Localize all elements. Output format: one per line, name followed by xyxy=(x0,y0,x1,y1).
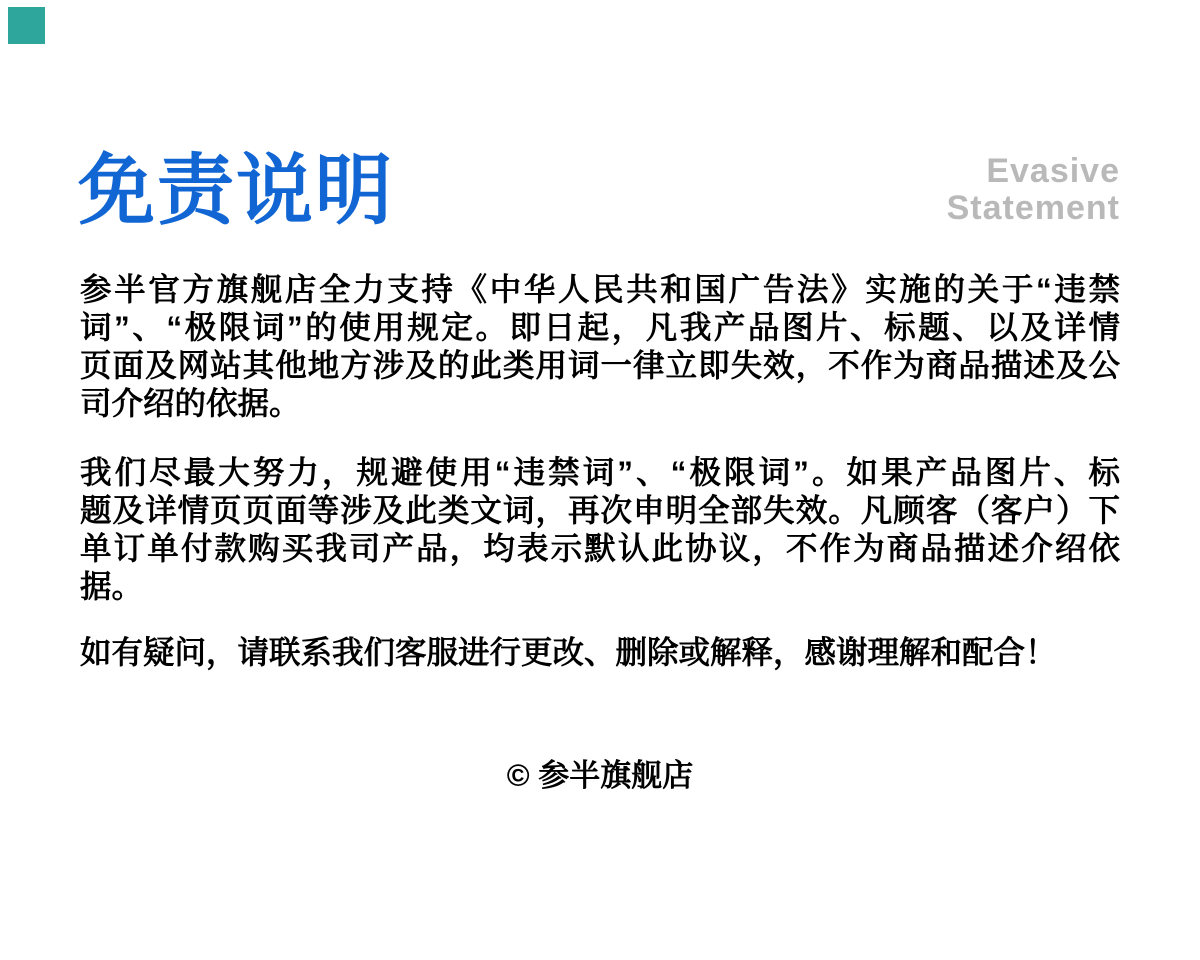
paragraph-line: 司介绍的依据。 xyxy=(80,385,301,421)
copyright-notice: © 参半旗舰店 xyxy=(506,758,694,793)
paragraph-line: 参半官方旗舰店全力支持《中华人民共和国广告法》实施的关于“违禁 xyxy=(80,271,1120,307)
paragraph-line: 词”、“极限词”的使用规定。即日起，凡我产品图片、标题、以及详情 xyxy=(80,309,1120,345)
paragraph-line: 页面及网站其他地方涉及的此类用词一律立即失效，不作为商品描述及公 xyxy=(80,347,1120,383)
paragraph-line: 我们尽最大努力，规避使用“违禁词”、“极限词”。如果产品图片、标 xyxy=(80,454,1120,490)
disclaimer-paragraph-3 xyxy=(80,633,1120,671)
subtitle-line-1: Evasive xyxy=(986,152,1120,190)
paragraph-line: 据。 xyxy=(80,568,144,604)
paragraph-line: 如有疑问，请联系我们客服进行更改、删除或解释，感谢理解和配合！ xyxy=(80,634,1057,670)
page-subtitle-english xyxy=(947,153,1120,227)
paragraph-line: 题及详情页页面等涉及此类文词，再次申明全部失效。凡顾客（客户）下 xyxy=(80,492,1120,528)
disclaimer-paragraph-1 xyxy=(80,270,1120,422)
paragraph-line: 单订单付款购买我司产品，均表示默认此协议，不作为商品描述介绍依 xyxy=(80,530,1120,566)
disclaimer-paragraph-2 xyxy=(80,453,1120,605)
subtitle-line-2: Statement xyxy=(946,189,1120,227)
brand-accent-square xyxy=(8,7,45,44)
page-title: 免责说明 xyxy=(78,148,394,234)
